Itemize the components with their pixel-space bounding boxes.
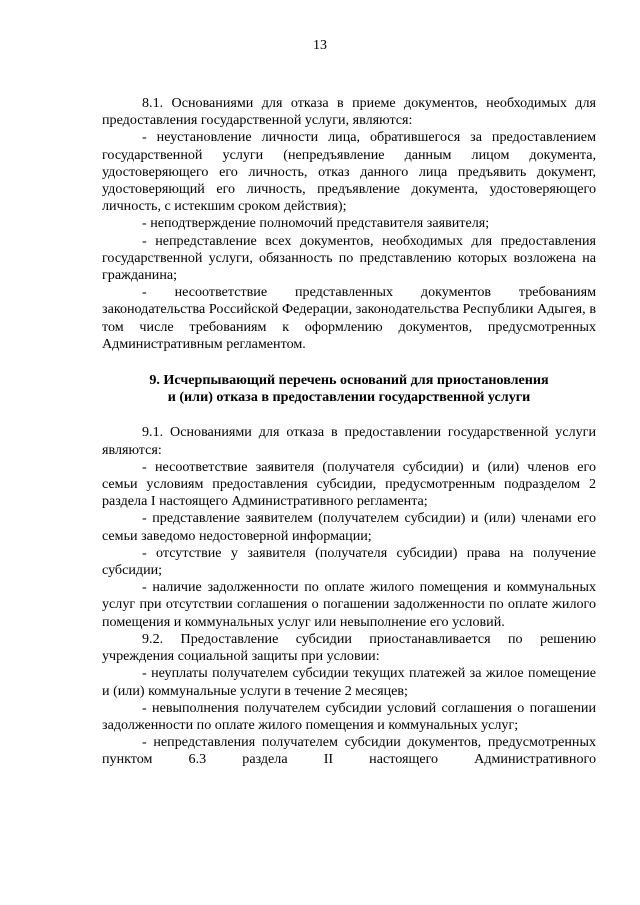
- document-body: [102, 95, 596, 769]
- section-heading-line: 9. Исчерпывающий перечень оснований для приостановления: [149, 372, 549, 389]
- list-item: - невыполнения получателем субсидии условий соглашения о погашении задолженности по оплате жилого помещения и коммунальных услуг;: [102, 699, 596, 733]
- page-number: 13: [313, 38, 327, 53]
- list-item: - несоответствие заявителя (получателя субсидии) и (или) членов его семьи условиям предоставления субсидии, предусмотренным подразделом 2 раздела I настоящего Административного регламента;: [102, 458, 596, 510]
- list-item: - непредставления получателем субсидии документов, предусмотренных пунктом 6.3 раздела II настоящего Административного: [102, 734, 596, 768]
- list-item: - несоответствие представленных документов требованиям законодательства Российской Федерации, законодательства Республики Адыгея, в том числе требованиям к оформлению документов, предусмотренных Административным регламентом.: [102, 284, 596, 352]
- section-9-1-intro: 9.1. Основаниями для отказа в предоставлении государственной услуги являются:: [102, 424, 596, 458]
- list-item: - представление заявителем (получателем субсидии) и (или) членами его семьи заведомо недостоверной информации;: [102, 510, 596, 544]
- list-item: - наличие задолженности по оплате жилого помещения и коммунальных услуг при отсутствии соглашения о погашении задолженности по оплате жилого помещения и коммунальных услуг или невыполнение его условий.: [102, 579, 596, 630]
- list-item: - неуплаты получателем субсидии текущих платежей за жилое помещение и (или) коммунальные услуги в течение 2 месяцев;: [102, 665, 596, 699]
- section-heading-line: и (или) отказа в предоставлении государственной услуги: [167, 389, 531, 406]
- list-item: - неустановление личности лица, обратившегося за предоставлением государственной услуги (непредъявление данным лицом документа, удостоверяющего его личность, отказ данного лица предъявить документ, удостоверяющий его личность, предъявление документа, удостоверяющего личность, с истекшим сроком действия);: [102, 129, 596, 215]
- list-item: - неподтверждение полномочий представителя заявителя;: [142, 215, 490, 232]
- section-8-1-intro: 8.1. Основаниями для отказа в приеме документов, необходимых для предоставления государственной услуги, являются:: [102, 95, 596, 129]
- section-9-2-intro: 9.2. Предоставление субсидии приостанавливается по решению учреждения социальной защиты при условии:: [102, 630, 596, 665]
- list-item: - отсутствие у заявителя (получателя субсидии) права на получение субсидии;: [102, 544, 596, 579]
- list-item: - непредставление всех документов, необходимых для предоставления государственной услуги, обязанность по представлению которых возложена на гражданина;: [102, 232, 596, 284]
